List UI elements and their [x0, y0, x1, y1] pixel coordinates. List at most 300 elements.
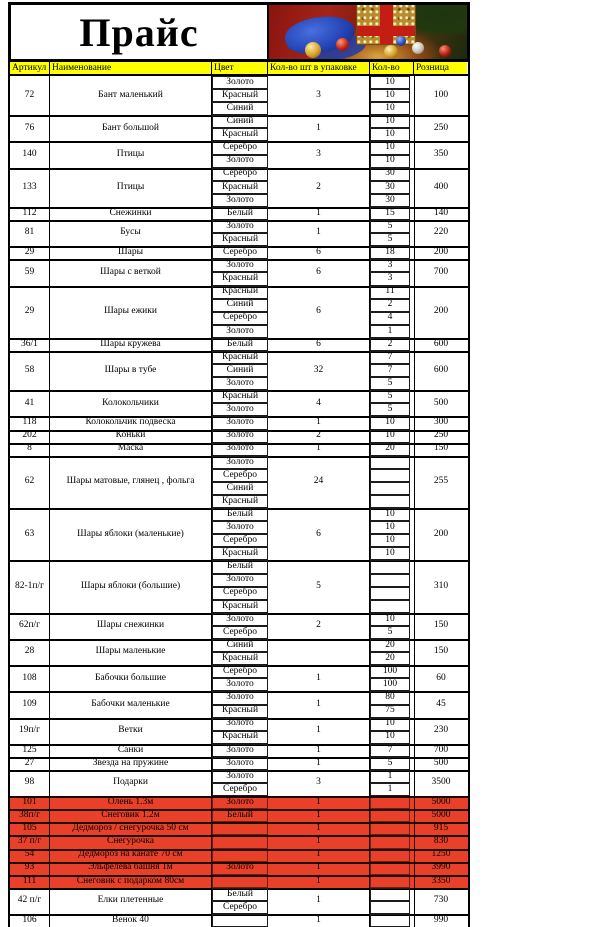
color-box: Серебро: [212, 534, 268, 547]
pack-cell: 1: [268, 796, 370, 809]
color-box: Золото: [212, 574, 268, 587]
color-box: Красный: [212, 233, 268, 246]
qty-box: 10: [370, 102, 410, 115]
qty-box: 20: [370, 639, 410, 652]
color-box: Белый: [212, 809, 268, 822]
article-cell: 28: [10, 639, 50, 665]
qty-box: [370, 901, 410, 914]
price-cell: 230: [414, 718, 467, 744]
color-box: Красный: [212, 547, 268, 560]
color-box: Белый: [212, 888, 268, 901]
color-box: [212, 822, 268, 835]
table-row-group: [10, 757, 468, 770]
article-cell: 112: [10, 207, 50, 220]
qty-box: 3: [370, 272, 410, 285]
qty-box: [370, 495, 410, 508]
price-cell: 255: [414, 456, 467, 508]
name-cell: Снеговик с подарком 80см: [50, 875, 212, 888]
ornament-ball-gold: [384, 45, 398, 59]
price-cell: 600: [414, 338, 467, 351]
article-cell: 41: [10, 390, 50, 416]
pack-cell: 1: [268, 691, 370, 717]
name-cell: Бант большой: [50, 115, 212, 141]
pack-cell: 6: [268, 246, 370, 259]
article-cell: 82-1п/г: [10, 560, 50, 612]
qty-box: 20: [370, 443, 410, 456]
pack-cell: 1: [268, 835, 370, 848]
price-cell: 150: [414, 639, 467, 665]
pack-cell: 1: [268, 809, 370, 822]
price-cell: 150: [414, 443, 467, 456]
pack-cell: 1: [268, 416, 370, 429]
color-box: Золото: [212, 325, 268, 338]
color-box: Красный: [212, 351, 268, 364]
table-row-group: [10, 888, 468, 914]
article-cell: 29: [10, 246, 50, 259]
qty-box: 3: [370, 259, 410, 272]
gift-box-shape: [356, 5, 416, 45]
color-box: Белый: [212, 338, 268, 351]
pack-cell: 1: [268, 914, 370, 927]
qty-box: 5: [370, 233, 410, 246]
table-row-group: [10, 744, 468, 757]
price-cell: 220: [414, 220, 467, 246]
ornament-ball-blue: [396, 36, 406, 46]
color-box: Серебро: [212, 246, 268, 259]
price-cell: 830: [414, 835, 467, 848]
article-cell: 106: [10, 914, 50, 927]
color-box: Серебро: [212, 141, 268, 154]
qty-box: [370, 888, 410, 901]
color-box: Золото: [212, 456, 268, 469]
price-cell: 350: [414, 141, 467, 167]
qty-box: 10: [370, 128, 410, 141]
name-cell: Дедмороз / снегурочка 50 см: [50, 822, 212, 835]
table-row-group: [10, 796, 468, 809]
color-box: Золото: [212, 678, 268, 691]
color-box: Красный: [212, 495, 268, 508]
page-title: Прайс: [11, 5, 269, 59]
table-row-group: [10, 115, 468, 141]
article-cell: 54: [10, 849, 50, 862]
table-body: [8, 76, 470, 927]
color-box: Золото: [212, 770, 268, 783]
article-cell: 38п/г: [10, 809, 50, 822]
table-row-group: [10, 416, 468, 429]
price-cell: 140: [414, 207, 467, 220]
qty-box: [370, 469, 410, 482]
name-cell: Шары маленькие: [50, 639, 212, 665]
qty-box: 10: [370, 613, 410, 626]
qty-box: 2: [370, 338, 410, 351]
name-cell: Колокольчики: [50, 390, 212, 416]
qty-box: [370, 914, 410, 927]
qty-box: 100: [370, 678, 410, 691]
pack-cell: 24: [268, 456, 370, 508]
color-box: [212, 835, 268, 848]
qty-box: [370, 600, 410, 613]
qty-box: 5: [370, 626, 410, 639]
price-cell: 1250: [414, 849, 467, 862]
name-cell: Шары в тубе: [50, 351, 212, 390]
price-cell: 150: [414, 613, 467, 639]
color-box: Серебро: [212, 783, 268, 796]
name-cell: Колокольчик подвеска: [50, 416, 212, 429]
price-cell: 250: [414, 430, 467, 443]
article-cell: 58: [10, 351, 50, 390]
price-cell: 700: [414, 744, 467, 757]
price-cell: 500: [414, 390, 467, 416]
price-table: [8, 2, 470, 927]
qty-box: 10: [370, 141, 410, 154]
qty-box: 30: [370, 194, 410, 207]
qty-box: 18: [370, 246, 410, 259]
name-cell: Маска: [50, 443, 212, 456]
qty-box: [370, 560, 410, 573]
article-cell: 111: [10, 875, 50, 888]
table-row-group: [10, 914, 468, 927]
price-cell: 3500: [414, 770, 467, 796]
article-cell: 72: [10, 76, 50, 115]
qty-box: 10: [370, 155, 410, 168]
name-cell: Бант маленький: [50, 76, 212, 115]
color-box: Синий: [212, 299, 268, 312]
pack-cell: 6: [268, 338, 370, 351]
price-cell: 500: [414, 757, 467, 770]
qty-box: 10: [370, 115, 410, 128]
table-row-group: [10, 246, 468, 259]
price-cell: 310: [414, 560, 467, 612]
qty-box: 30: [370, 168, 410, 181]
pack-cell: 1: [268, 115, 370, 141]
price-cell: 5000: [414, 796, 467, 809]
article-cell: 202: [10, 430, 50, 443]
article-cell: 118: [10, 416, 50, 429]
article-cell: 27: [10, 757, 50, 770]
pack-cell: 1: [268, 888, 370, 914]
price-cell: 3350: [414, 875, 467, 888]
price-cell: 3990: [414, 862, 467, 875]
column-header-pack: Кол-во шт в упаковке: [268, 62, 370, 74]
color-box: Золото: [212, 416, 268, 429]
qty-box: 11: [370, 286, 410, 299]
color-box: Серебро: [212, 469, 268, 482]
color-box: Золото: [212, 862, 268, 875]
price-cell: 200: [414, 508, 467, 560]
article-cell: 29: [10, 286, 50, 338]
name-cell: Санки: [50, 744, 212, 757]
table-row-group: [10, 875, 468, 888]
name-cell: Дедмороз на канате 70 см: [50, 849, 212, 862]
table-row-group: [10, 390, 468, 416]
qty-box: 15: [370, 207, 410, 220]
qty-box: [370, 809, 410, 822]
table-row-group: [10, 560, 468, 612]
pack-cell: 6: [268, 286, 370, 338]
color-box: Синий: [212, 364, 268, 377]
article-cell: 133: [10, 168, 50, 207]
name-cell: Подарки: [50, 770, 212, 796]
color-box: Серебро: [212, 665, 268, 678]
color-box: Золото: [212, 443, 268, 456]
color-box: Золото: [212, 403, 268, 416]
name-cell: Птицы: [50, 141, 212, 167]
color-box: Серебро: [212, 312, 268, 325]
price-cell: 400: [414, 168, 467, 207]
name-cell: Шары с веткой: [50, 259, 212, 285]
table-row-group: [10, 770, 468, 796]
article-cell: 105: [10, 822, 50, 835]
qty-box: 75: [370, 705, 410, 718]
color-box: Красный: [212, 731, 268, 744]
article-cell: 62п/г: [10, 613, 50, 639]
table-row-group: [10, 456, 468, 508]
pack-cell: 1: [268, 862, 370, 875]
qty-box: 10: [370, 430, 410, 443]
pack-cell: 1: [268, 665, 370, 691]
table-row-group: [10, 259, 468, 285]
color-box: Золото: [212, 377, 268, 390]
pack-cell: 1: [268, 718, 370, 744]
name-cell: Снегурочка: [50, 835, 212, 848]
qty-box: 1: [370, 770, 410, 783]
column-header-color: Цвет: [212, 62, 268, 74]
price-cell: 200: [414, 286, 467, 338]
qty-box: 5: [370, 403, 410, 416]
name-cell: Олень 1.3м: [50, 796, 212, 809]
article-cell: 59: [10, 259, 50, 285]
qty-box: 100: [370, 665, 410, 678]
qty-box: 10: [370, 76, 410, 89]
pack-cell: 1: [268, 220, 370, 246]
pack-cell: 1: [268, 443, 370, 456]
qty-box: 10: [370, 547, 410, 560]
article-cell: 109: [10, 691, 50, 717]
color-box: Красный: [212, 600, 268, 613]
color-box: Золото: [212, 613, 268, 626]
name-cell: Венок 40: [50, 914, 212, 927]
qty-box: 2: [370, 299, 410, 312]
pack-cell: 3: [268, 76, 370, 115]
name-cell: Шары матовые, глянец , фольга: [50, 456, 212, 508]
column-header-qty: Кол-во: [370, 62, 414, 74]
name-cell: Шары снежинки: [50, 613, 212, 639]
qty-box: [370, 574, 410, 587]
name-cell: Звезда на пружине: [50, 757, 212, 770]
pack-cell: 4: [268, 390, 370, 416]
name-cell: Елки плетенные: [50, 888, 212, 914]
name-cell: Шары ежики: [50, 286, 212, 338]
table-row-group: [10, 168, 468, 207]
color-box: Красный: [212, 705, 268, 718]
pack-cell: 1: [268, 849, 370, 862]
table-row-group: [10, 718, 468, 744]
qty-box: 5: [370, 757, 410, 770]
table-row-group: [10, 665, 468, 691]
article-cell: 63: [10, 508, 50, 560]
pack-cell: [268, 639, 370, 665]
color-box: Синий: [212, 482, 268, 495]
article-cell: 125: [10, 744, 50, 757]
table-row-group: [10, 220, 468, 246]
price-cell: 300: [414, 416, 467, 429]
name-cell: Снеговик 1.2м: [50, 809, 212, 822]
price-cell: 730: [414, 888, 467, 914]
name-cell: Шары яблоки (большие): [50, 560, 212, 612]
color-box: Золото: [212, 430, 268, 443]
color-box: Синий: [212, 115, 268, 128]
column-header-article: Артикул: [10, 62, 50, 74]
name-cell: Птицы: [50, 168, 212, 207]
name-cell: Эльфелева башня 1м: [50, 862, 212, 875]
gift-ribbon-horizontal: [357, 26, 415, 36]
color-box: Белый: [212, 560, 268, 573]
color-box: Красный: [212, 89, 268, 102]
sheet-header: [8, 2, 470, 62]
qty-box: [370, 456, 410, 469]
name-cell: Бабочки большие: [50, 665, 212, 691]
qty-box: 5: [370, 390, 410, 403]
color-box: [212, 875, 268, 888]
qty-box: 20: [370, 652, 410, 665]
table-row-group: [10, 809, 468, 822]
pack-cell: 3: [268, 141, 370, 167]
pack-cell: 3: [268, 770, 370, 796]
table-row-group: [10, 822, 468, 835]
color-box: Красный: [212, 272, 268, 285]
name-cell: Бусы: [50, 220, 212, 246]
article-cell: 76: [10, 115, 50, 141]
ornament-ball-red: [439, 45, 451, 57]
pack-cell: 2: [268, 613, 370, 639]
ornament-ball-gold: [305, 42, 321, 58]
color-box: Синий: [212, 102, 268, 115]
color-box: Золото: [212, 76, 268, 89]
gift-ribbon-vertical: [380, 5, 393, 44]
pack-cell: 1: [268, 207, 370, 220]
qty-box: 1: [370, 783, 410, 796]
article-cell: 101: [10, 796, 50, 809]
article-cell: 36/1: [10, 338, 50, 351]
pack-cell: 1: [268, 875, 370, 888]
name-cell: Шары: [50, 246, 212, 259]
pack-cell: 5: [268, 560, 370, 612]
color-box: Красный: [212, 286, 268, 299]
table-row-group: [10, 430, 468, 443]
article-cell: 42 п/г: [10, 888, 50, 914]
price-cell: 915: [414, 822, 467, 835]
color-box: Золото: [212, 691, 268, 704]
qty-box: 10: [370, 416, 410, 429]
qty-box: 10: [370, 508, 410, 521]
pack-cell: 2: [268, 168, 370, 207]
article-cell: 37 п/г: [10, 835, 50, 848]
name-cell: Шары кружева: [50, 338, 212, 351]
table-row-group: [10, 613, 468, 639]
qty-box: [370, 875, 410, 888]
table-row-group: [10, 207, 468, 220]
qty-box: [370, 862, 410, 875]
table-row-group: [10, 76, 468, 115]
table-row-group: [10, 141, 468, 167]
price-cell: 5000: [414, 809, 467, 822]
article-cell: 98: [10, 770, 50, 796]
table-row-group: [10, 849, 468, 862]
table-row-group: [10, 286, 468, 338]
price-cell: 700: [414, 259, 467, 285]
color-box: Золото: [212, 744, 268, 757]
price-cell: 200: [414, 246, 467, 259]
color-box: Золото: [212, 757, 268, 770]
price-cell: 600: [414, 351, 467, 390]
pack-cell: 1: [268, 757, 370, 770]
price-cell: 990: [414, 914, 467, 927]
qty-box: [370, 587, 410, 600]
pack-cell: 32: [268, 351, 370, 390]
color-box: Золото: [212, 194, 268, 207]
pack-cell: 2: [268, 430, 370, 443]
qty-box: 10: [370, 731, 410, 744]
ornament-ball-red: [336, 38, 349, 51]
pack-cell: 6: [268, 508, 370, 560]
qty-box: 30: [370, 181, 410, 194]
column-header-price: Розница: [414, 62, 467, 74]
table-row-group: [10, 639, 468, 665]
color-box: Серебро: [212, 901, 268, 914]
color-box: Золото: [212, 259, 268, 272]
qty-box: 5: [370, 220, 410, 233]
article-cell: 19п/г: [10, 718, 50, 744]
qty-box: 10: [370, 718, 410, 731]
name-cell: Шары яблоки (маленькие): [50, 508, 212, 560]
qty-box: 10: [370, 521, 410, 534]
column-header-name: Наименование: [50, 62, 212, 74]
table-header-row: [8, 62, 470, 76]
qty-box: [370, 835, 410, 848]
article-cell: 8: [10, 443, 50, 456]
color-box: Золото: [212, 521, 268, 534]
color-box: Серебро: [212, 626, 268, 639]
color-box: Золото: [212, 796, 268, 809]
qty-box: 7: [370, 351, 410, 364]
qty-box: 10: [370, 534, 410, 547]
pack-cell: 6: [268, 259, 370, 285]
name-cell: Коньки: [50, 430, 212, 443]
pack-cell: 1: [268, 822, 370, 835]
color-box: [212, 914, 268, 927]
price-cell: 250: [414, 115, 467, 141]
article-cell: 62: [10, 456, 50, 508]
qty-box: 7: [370, 744, 410, 757]
qty-box: 10: [370, 89, 410, 102]
pack-cell: 1: [268, 744, 370, 757]
name-cell: Снежинки: [50, 207, 212, 220]
qty-box: [370, 482, 410, 495]
christmas-decorations-photo: [269, 5, 467, 59]
qty-box: 7: [370, 364, 410, 377]
price-cell: 60: [414, 665, 467, 691]
name-cell: Бабочки маленькие: [50, 691, 212, 717]
color-box: Красный: [212, 181, 268, 194]
color-box: Красный: [212, 128, 268, 141]
article-cell: 93: [10, 862, 50, 875]
article-cell: 108: [10, 665, 50, 691]
color-box: Белый: [212, 207, 268, 220]
table-row-group: [10, 508, 468, 560]
color-box: Золото: [212, 155, 268, 168]
table-row-group: [10, 351, 468, 390]
name-cell: Ветки: [50, 718, 212, 744]
